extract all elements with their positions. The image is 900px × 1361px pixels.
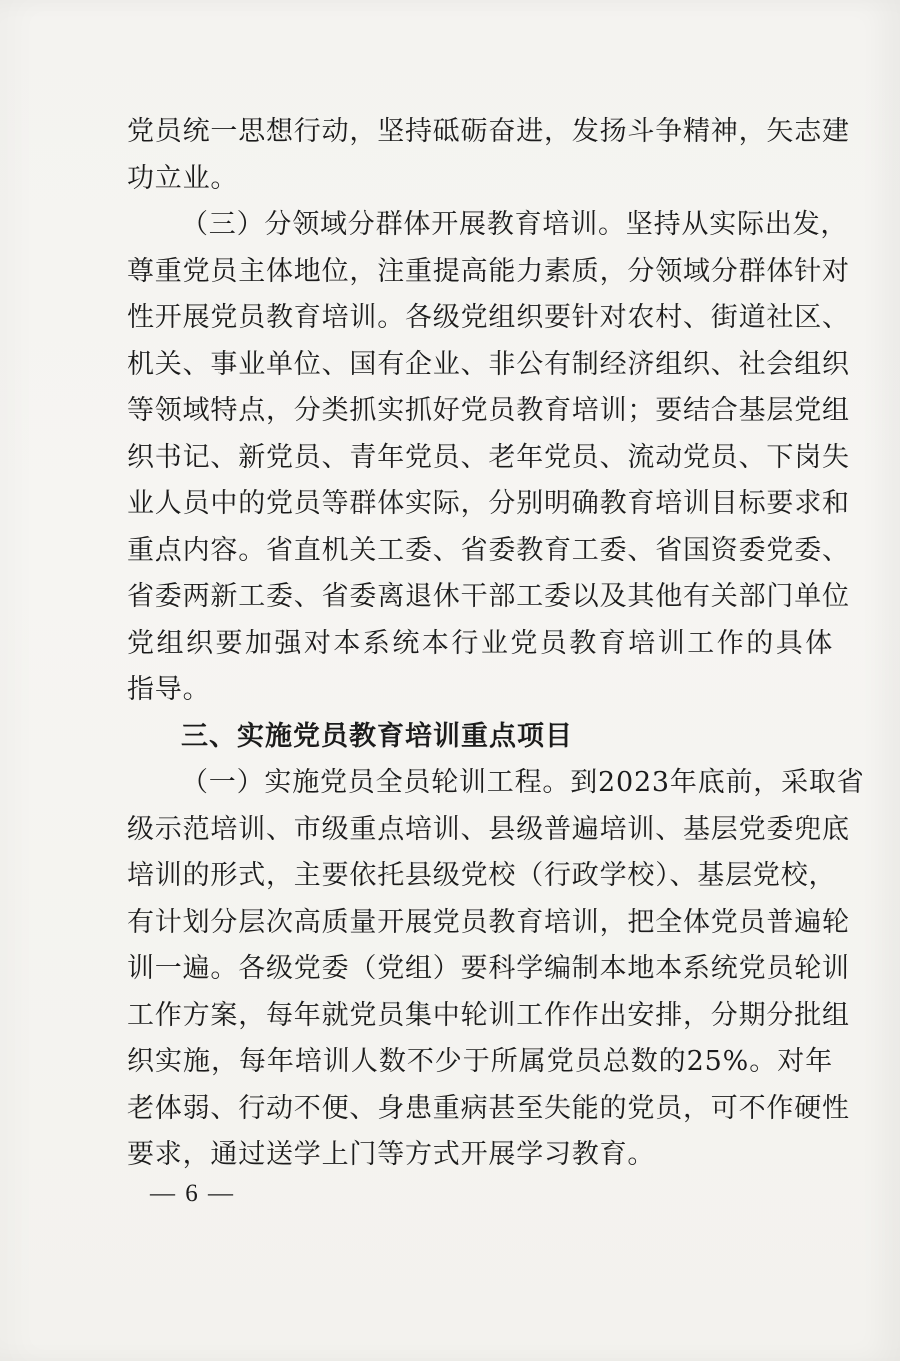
text-line: 织实施，每年培训人数不少于所属党员总数的25%。对年	[127, 1046, 833, 1077]
page-number: — 6 —	[150, 1180, 235, 1207]
text-line: 织书记、新党员、青年党员、老年党员、流动党员、下岗失	[127, 441, 850, 473]
text-line: 工作方案，每年就党员集中轮训工作作出安排，分期分批组	[127, 999, 850, 1031]
section-heading: 三、实施党员教育培训重点项目	[181, 720, 573, 752]
text-line: 业人员中的党员等群体实际，分别明确教育培训目标要求和	[127, 488, 850, 519]
text-line: 老体弱、行动不便、身患重病甚至失能的党员，可不作硬性	[127, 1092, 850, 1124]
text-line: 省委两新工委、省委离退休干部工委以及其他有关部门单位	[127, 581, 850, 612]
text-line: 训一遍。各级党委（党组）要科学编制本地本系统党员轮训	[127, 953, 850, 984]
text-line: 性开展党员教育培训。各级党组织要针对农村、街道社区、	[127, 302, 850, 333]
document-body	[127, 109, 865, 1179]
section-intro-line: （三）分领域分群体开展教育培训。坚持从实际出发，	[181, 209, 849, 240]
text-line: 有计划分层次高质量开展党员教育培训，把全体党员普遍轮	[127, 906, 850, 938]
text-line: 党组织要加强对本系统本行业党员教育培训工作的具体	[127, 627, 833, 659]
text-line: 重点内容。省直机关工委、省委教育工委、省国资委党委、	[127, 534, 850, 566]
text-line: 机关、事业单位、国有企业、非公有制经济组织、社会组织	[127, 348, 850, 380]
text-line: 尊重党员主体地位，注重提高能力素质，分领域分群体针对	[127, 255, 850, 287]
text-line: 指导。	[127, 674, 211, 705]
text-line: 培训的形式，主要依托县级党校（行政学校）、基层党校，	[127, 860, 837, 891]
text-line: 级示范培训、市级重点培训、县级普遍培训、基层党委兜底	[127, 813, 850, 845]
text-line: 功立业。	[127, 162, 239, 194]
text-line: 党员统一思想行动，坚持砥砺奋进，发扬斗争精神，矢志建	[127, 116, 850, 147]
text-line: 要求，通过送学上门等方式开展学习教育。	[127, 1139, 656, 1170]
section-intro-line: （一）实施党员全员轮训工程。到2023年底前，采取省	[181, 767, 865, 798]
text-line: 等领域特点，分类抓实抓好党员教育培训；要结合基层党组	[127, 395, 850, 426]
